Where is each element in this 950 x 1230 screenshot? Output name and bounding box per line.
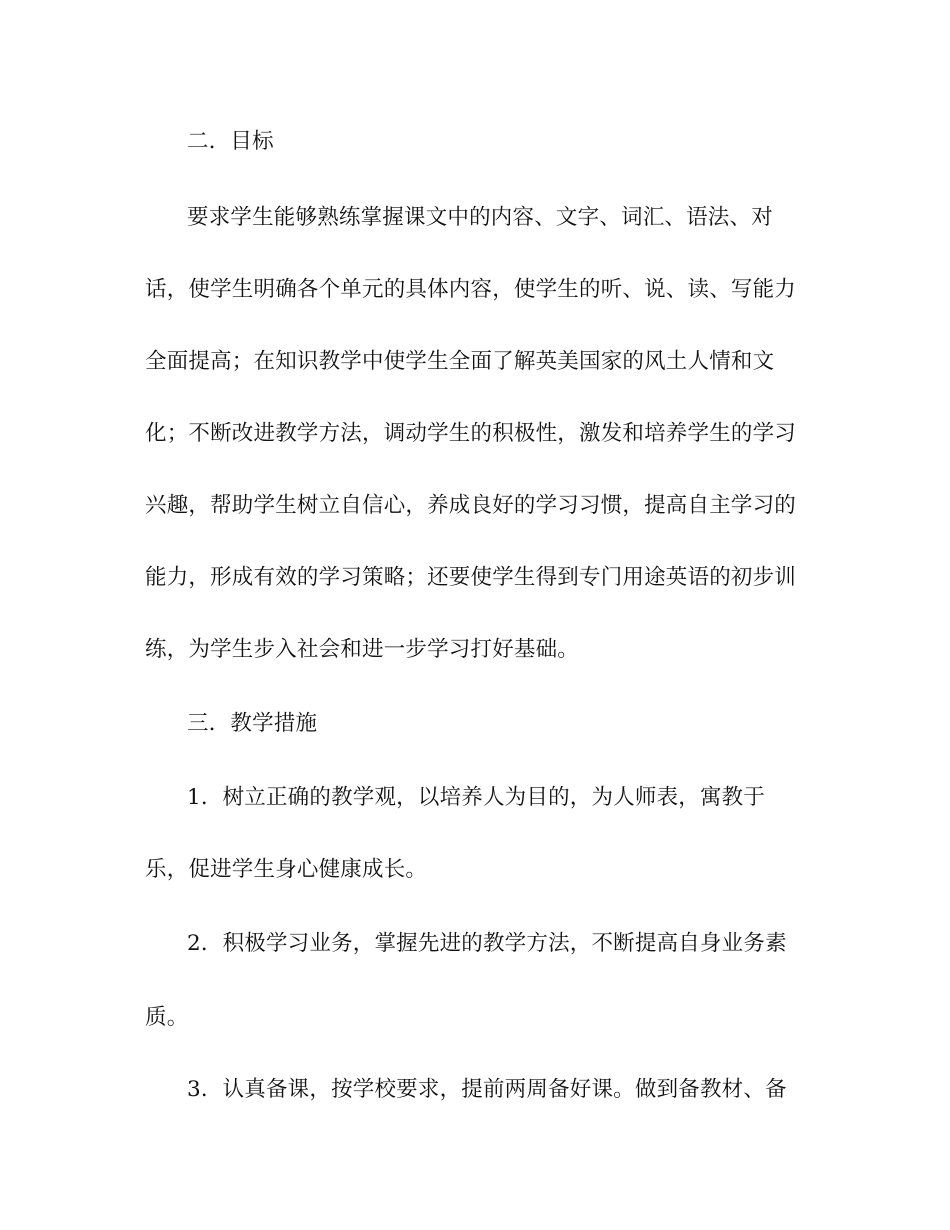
paragraph-line: 全面提高；在知识教学中使学生全面了解英美国家的风土人情和文: [145, 349, 775, 374]
paragraph-line: 兴趣，帮助学生树立自信心，养成良好的学习习惯，提高自主学习的: [145, 493, 797, 518]
list-item-line: 质。: [145, 1005, 189, 1030]
list-item-line: 1．树立正确的教学观，以培养人为目的，为人师表，寓教于: [187, 785, 766, 810]
list-item-line: 2．积极学习业务，掌握先进的教学方法，不断提高自身业务素: [187, 931, 787, 956]
paragraph-line: 化；不断改进教学方法，调动学生的积极性，激发和培养学生的学习: [145, 421, 797, 446]
paragraph-line: 练，为学生步入社会和进一步学习打好基础。: [145, 637, 580, 662]
list-item-line: 3．认真备课，按学校要求，提前两周备好课。做到备教材、备: [187, 1077, 787, 1102]
paragraph-line: 要求学生能够熟练掌握课文中的内容、文字、词汇、语法、对: [187, 205, 773, 230]
paragraph-line: 能力，形成有效的学习策略；还要使学生得到专门用途英语的初步训: [145, 565, 797, 590]
section-heading-goals: 二．目标: [187, 129, 274, 154]
section-heading-measures: 三．教学措施: [187, 711, 318, 736]
list-item-line: 乐，促进学生身心健康成长。: [145, 857, 428, 882]
paragraph-line: 话，使学生明确各个单元的具体内容，使学生的听、说、读、写能力: [145, 277, 797, 302]
